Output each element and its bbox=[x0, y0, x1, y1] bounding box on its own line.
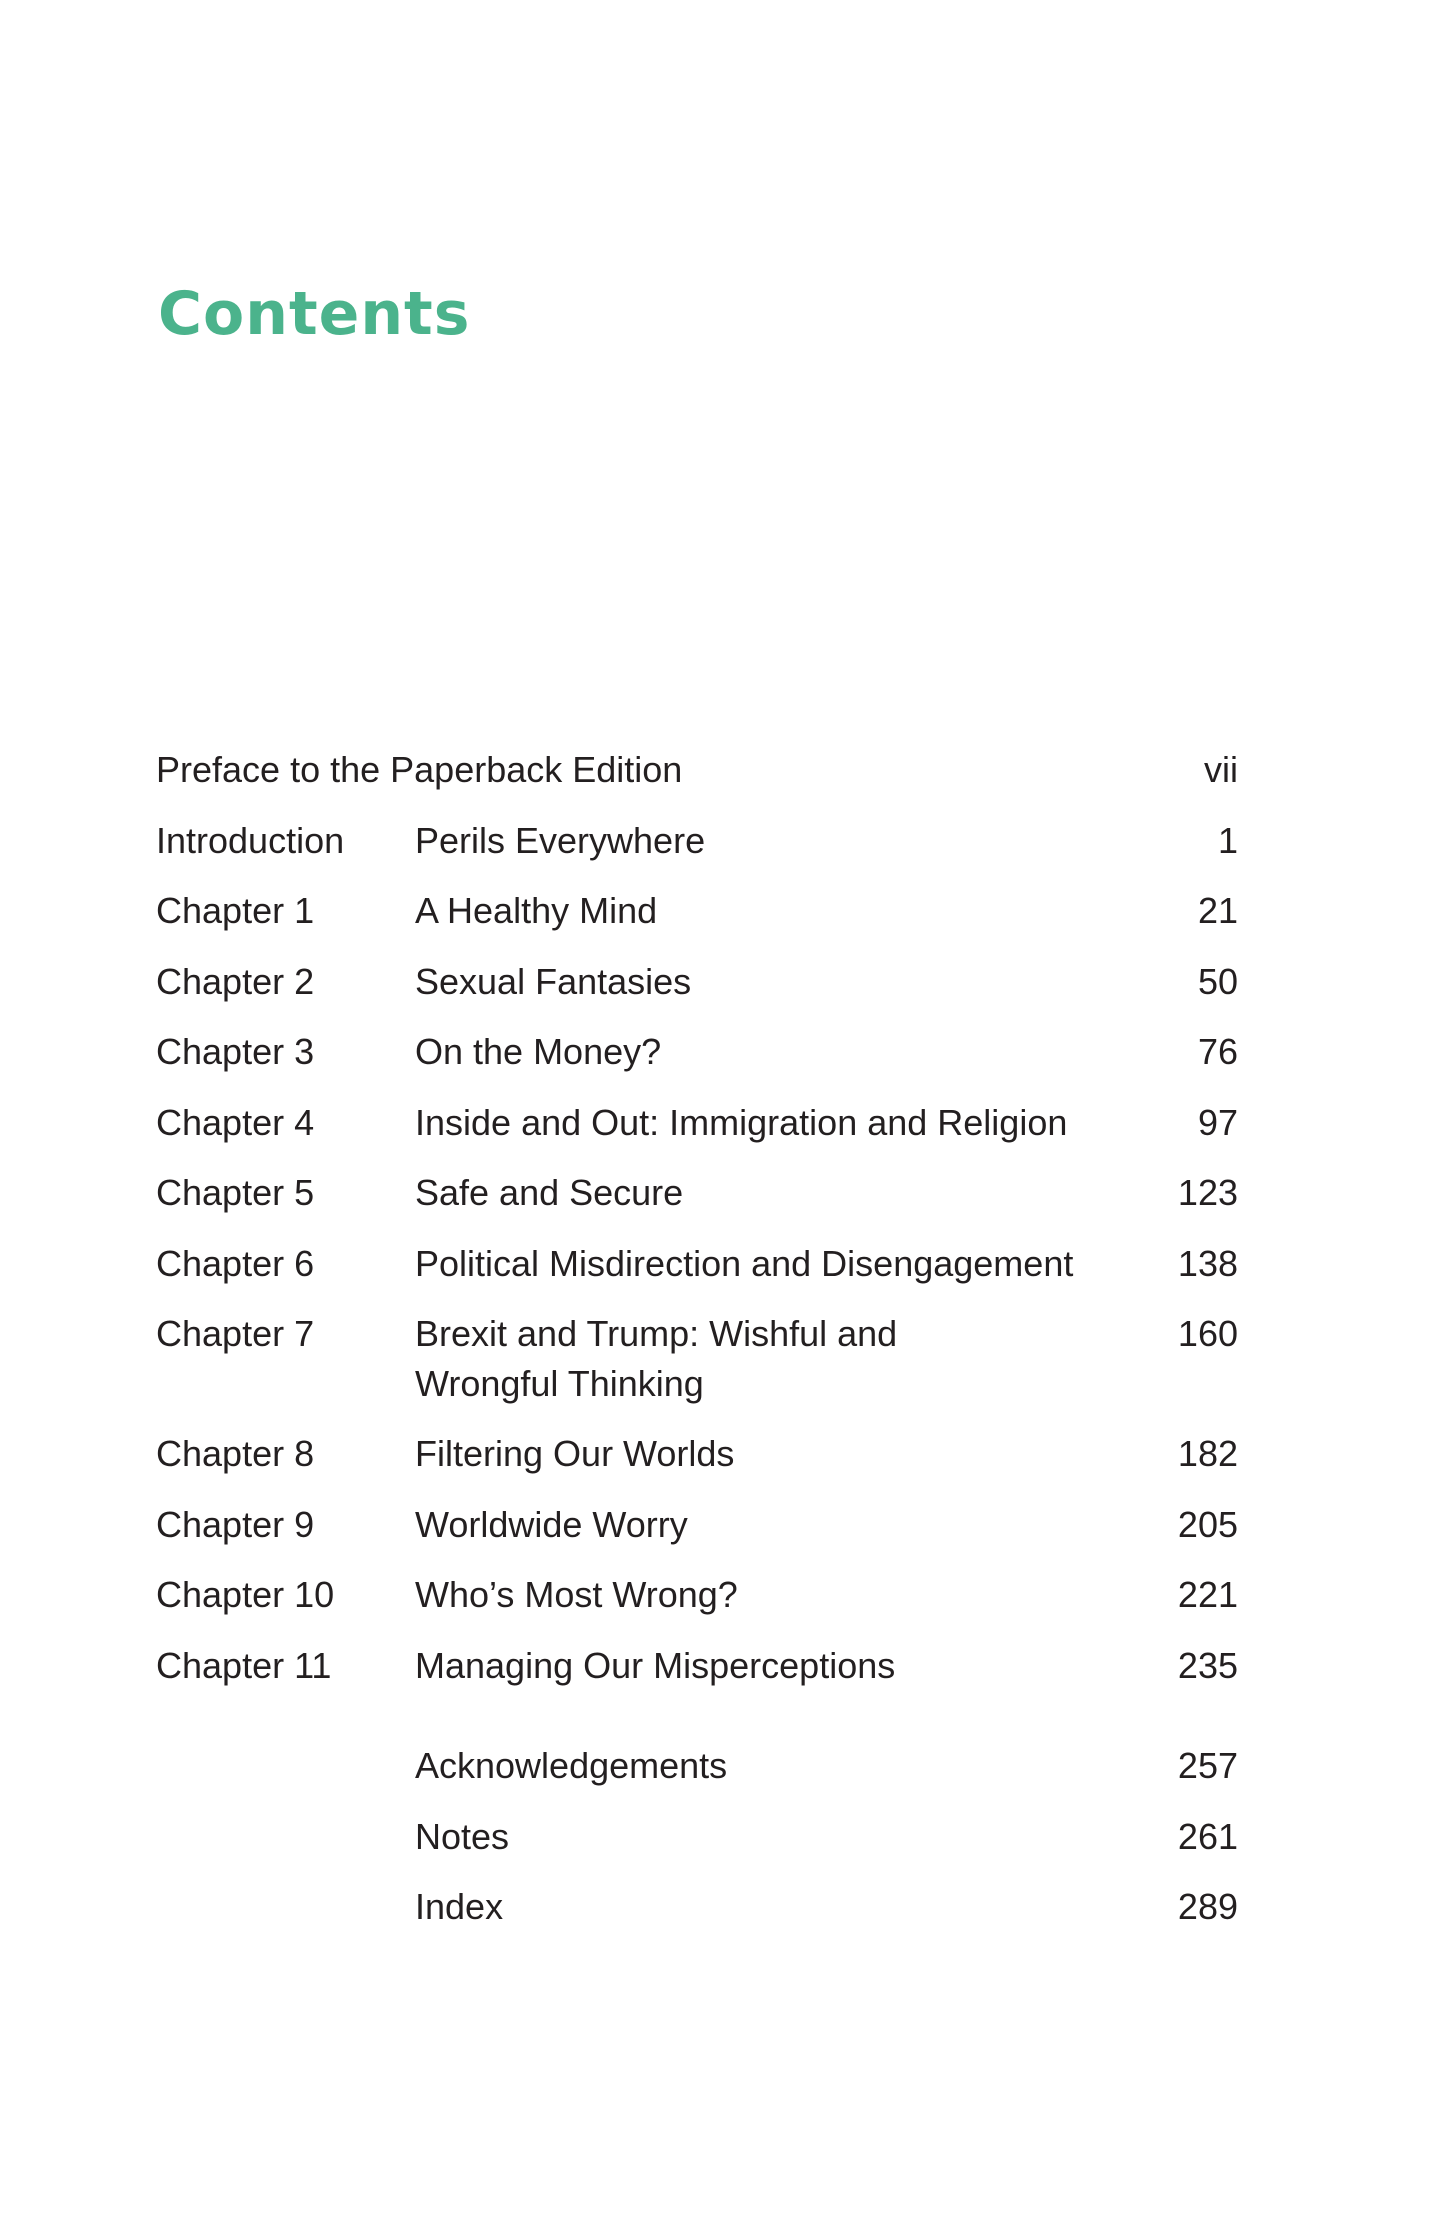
toc-entry-title: Brexit and Trump: Wishful and Wrongful Thinking bbox=[415, 1313, 898, 1404]
toc-entry-title: Worldwide Worry bbox=[415, 1504, 688, 1545]
toc-page-number: 182 bbox=[1177, 1433, 1238, 1474]
toc-page-number: vii bbox=[1204, 749, 1238, 790]
toc-chapter-label: Chapter 5 bbox=[156, 1172, 315, 1213]
toc-page-number: 97 bbox=[1197, 1102, 1238, 1143]
toc-entry-title: Notes bbox=[415, 1816, 510, 1857]
toc-page-number: 21 bbox=[1197, 890, 1238, 931]
toc-entry-title: Sexual Fantasies bbox=[415, 961, 692, 1002]
toc-chapter-label: Chapter 3 bbox=[156, 1031, 315, 1072]
toc-page-number: 205 bbox=[1177, 1504, 1238, 1545]
toc-entry-title: On the Money? bbox=[415, 1031, 662, 1072]
toc-entry-title: Safe and Secure bbox=[415, 1172, 684, 1213]
toc-chapter-label: Chapter 8 bbox=[156, 1433, 315, 1474]
toc-chapter-label: Chapter 2 bbox=[156, 961, 315, 1002]
toc-page-number: 76 bbox=[1197, 1031, 1238, 1072]
toc-chapter-label: Chapter 1 bbox=[156, 890, 315, 931]
toc-page-number: 1 bbox=[1217, 820, 1238, 861]
toc-page-number: 160 bbox=[1177, 1313, 1238, 1354]
toc-page-number: 221 bbox=[1177, 1574, 1238, 1615]
toc-chapter-label: Chapter 11 bbox=[156, 1645, 332, 1686]
toc-chapter-label: Chapter 6 bbox=[156, 1243, 315, 1284]
toc-chapter-label: Chapter 10 bbox=[156, 1574, 335, 1615]
toc-page-number: 261 bbox=[1177, 1816, 1238, 1857]
toc-entry-title: Filtering Our Worlds bbox=[415, 1433, 735, 1474]
toc-entry-title: Acknowledgements bbox=[415, 1745, 728, 1786]
toc-entry-title: A Healthy Mind bbox=[415, 890, 658, 931]
toc-page-number: 257 bbox=[1177, 1745, 1238, 1786]
toc-entry-title: Political Misdirection and Disengagement bbox=[415, 1243, 1074, 1284]
toc-entry-title: Preface to the Paperback Edition bbox=[156, 749, 683, 790]
toc-chapter-label: Introduction bbox=[156, 820, 345, 861]
toc-entry-title: Managing Our Misperceptions bbox=[415, 1645, 896, 1686]
toc-page-number: 138 bbox=[1177, 1243, 1238, 1284]
toc-page-number: 123 bbox=[1177, 1172, 1238, 1213]
toc-chapter-label: Chapter 4 bbox=[156, 1102, 315, 1143]
toc-chapter-label: Chapter 7 bbox=[156, 1313, 315, 1354]
toc-page-number: 235 bbox=[1177, 1645, 1238, 1686]
toc-entry-title: Index bbox=[415, 1886, 504, 1927]
toc-page-number: 289 bbox=[1177, 1886, 1238, 1927]
toc-entry-title: Who’s Most Wrong? bbox=[415, 1574, 738, 1615]
toc-entry-title: Perils Everywhere bbox=[415, 820, 706, 861]
toc-page-number: 50 bbox=[1197, 961, 1238, 1002]
page-title: Contents bbox=[158, 279, 471, 349]
toc-chapter-label: Chapter 9 bbox=[156, 1504, 315, 1545]
toc-entry-title: Inside and Out: Immigration and Religion bbox=[415, 1102, 1068, 1143]
